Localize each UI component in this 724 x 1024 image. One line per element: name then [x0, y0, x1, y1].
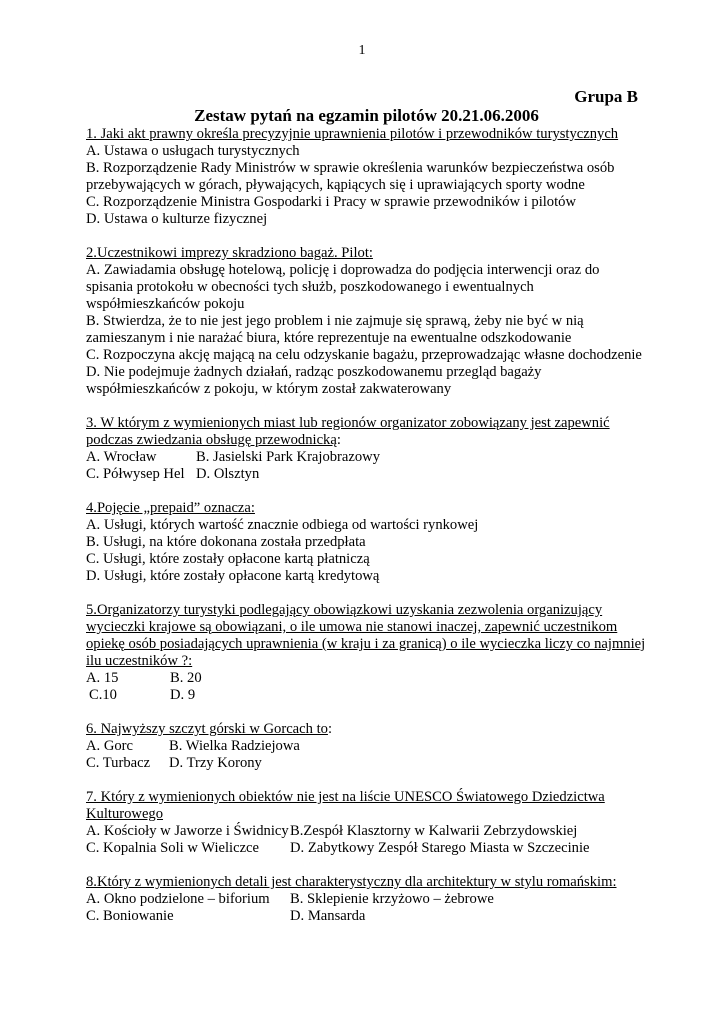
question-text-tail: :: [327, 721, 332, 737]
answer-a: A. Gorc: [86, 738, 134, 754]
question-text-tail: :: [336, 432, 341, 448]
answer-grid: [86, 449, 646, 483]
question-text: 7. Który z wymienionych obiektów nie jest na liście UNESCO Światowego Dziedzictwa Kulturowego: [86, 789, 605, 822]
answer-d: D. Zabytkowy Zespół Starego Miasta w Szczecinie: [290, 840, 590, 856]
answer-c: C. Rozpoczyna akcję mającą na celu odzyskanie bagażu, przeprowadzając własne dochodzenie: [86, 347, 642, 363]
question-text: 1. Jaki akt prawny określa precyzyjnie uprawnienia pilotów i przewodników turystycznych: [86, 126, 619, 142]
question-text: 6. Najwyższy szczyt górski w Gorcach to: [86, 721, 328, 737]
answer-c: C. Boniowanie: [86, 908, 174, 924]
answer-b: B. Jasielski Park Krajobrazowy: [196, 449, 381, 465]
answer-grid: [86, 738, 646, 772]
question-2: [86, 245, 646, 398]
question-text: 3. W którym z wymienionych miast lub regionów organizator zobowiązany jest zapewnić podczas zwiedzania obsługę przewodnicką: [86, 415, 610, 448]
question-4: [86, 500, 646, 585]
answer-a: A. Zawiadamia obsługę hotelową, policję i doprowadza do podjęcia interwencji oraz do spisania protokołu w obecności tych służb, poszkodowanego i ewentualnych współmieszkańców pokoju: [86, 262, 600, 312]
page-number: 1: [358, 43, 366, 58]
answer-d: D. Nie podejmuje żadnych działań, radząc poszkodowanemu przegląd bagaży współmieszkańców z pokoju, w którym został zakwaterowany: [86, 364, 542, 397]
answer-a: A. Wrocław: [86, 449, 157, 465]
answer-b: B. Stwierdza, że to nie jest jego problem i nie zajmuje się sprawą, żeby nie być w nią zamieszanym i nie narażać biura, które reprezentuje na ewentualne odszkodowanie: [86, 313, 584, 346]
answer-b: B. Wielka Radziejowa: [169, 738, 300, 754]
answer-grid: [86, 891, 646, 925]
answer-d: D. Ustawa o kulturze fizycznej: [86, 211, 268, 227]
answer-b: B.Zespół Klasztorny w Kalwarii Zebrzydowskiej: [290, 823, 578, 839]
question-8: [86, 874, 646, 925]
question-1: [86, 126, 646, 228]
answer-c: C. Turbacz: [86, 755, 151, 771]
group-label: Grupa B: [574, 87, 638, 106]
question-list: [86, 126, 646, 942]
answer-c: C. Kopalnia Soli w Wieliczce: [86, 840, 260, 856]
question-7: [86, 789, 646, 857]
question-3: [86, 415, 646, 483]
answer-d: D. Usługi, które zostały opłacone kartą kredytową: [86, 568, 380, 584]
question-text: 2.Uczestnikowi imprezy skradziono bagaż. Pilot:: [86, 245, 373, 261]
answer-grid: [86, 670, 646, 704]
answer-a: A. Ustawa o usługach turystycznych: [86, 143, 300, 159]
question-5: [86, 602, 646, 704]
answer-b: B. Usługi, na które dokonana została przedpłata: [86, 534, 366, 550]
answer-c: C. Usługi, które zostały opłacone kartą płatniczą: [86, 551, 370, 567]
answer-b: B. Rozporządzenie Rady Ministrów w sprawie określenia warunków bezpieczeństwa osób przebywających w górach, pływających, kąpiących się i uprawiających sporty wodne: [86, 160, 615, 193]
question-text: 5.Organizatorzy turystyki podlegający obowiązkowi uzyskania zezwolenia organizujący wycieczki krajowe są obowiązani, o ile umowa nie stanowi inaczej, zapewnić uczestnikom opiekę osób posiadających uprawnienia (w kraju i za granicą) o ile wycieczka liczy co najmniej ilu uczestników ?:: [86, 602, 646, 669]
answer-c: C.10: [89, 687, 117, 703]
page-title: Zestaw pytań na egzamin pilotów 20.21.06.2006: [194, 106, 539, 125]
answer-d: D. 9: [170, 687, 196, 703]
answer-d: D. Olsztyn: [196, 466, 260, 482]
answer-b: B. Sklepienie krzyżowo – żebrowe: [290, 891, 494, 907]
answer-b: B. 20: [170, 670, 202, 686]
answer-c: C. Półwysep Hel: [86, 466, 185, 482]
answer-c: C. Rozporządzenie Ministra Gospodarki i Pracy w sprawie przewodników i pilotów: [86, 194, 576, 210]
answer-d: D. Mansarda: [290, 908, 366, 924]
question-text: 4.Pojęcie „prepaid” oznacza:: [86, 500, 255, 516]
question-6: [86, 721, 646, 772]
answer-a: A. Usługi, których wartość znacznie odbiega od wartości rynkowej: [86, 517, 479, 533]
answer-d: D. Trzy Korony: [169, 755, 262, 771]
question-text: 8.Który z wymienionych detali jest charakterystyczny dla architektury w stylu romańskim:: [86, 874, 617, 890]
answer-a: A. Kościoły w Jaworze i Świdnicy: [86, 823, 289, 839]
answer-a: A. Okno podzielone – biforium: [86, 891, 270, 907]
answer-a: A. 15: [86, 670, 119, 686]
answer-grid: [86, 823, 646, 857]
